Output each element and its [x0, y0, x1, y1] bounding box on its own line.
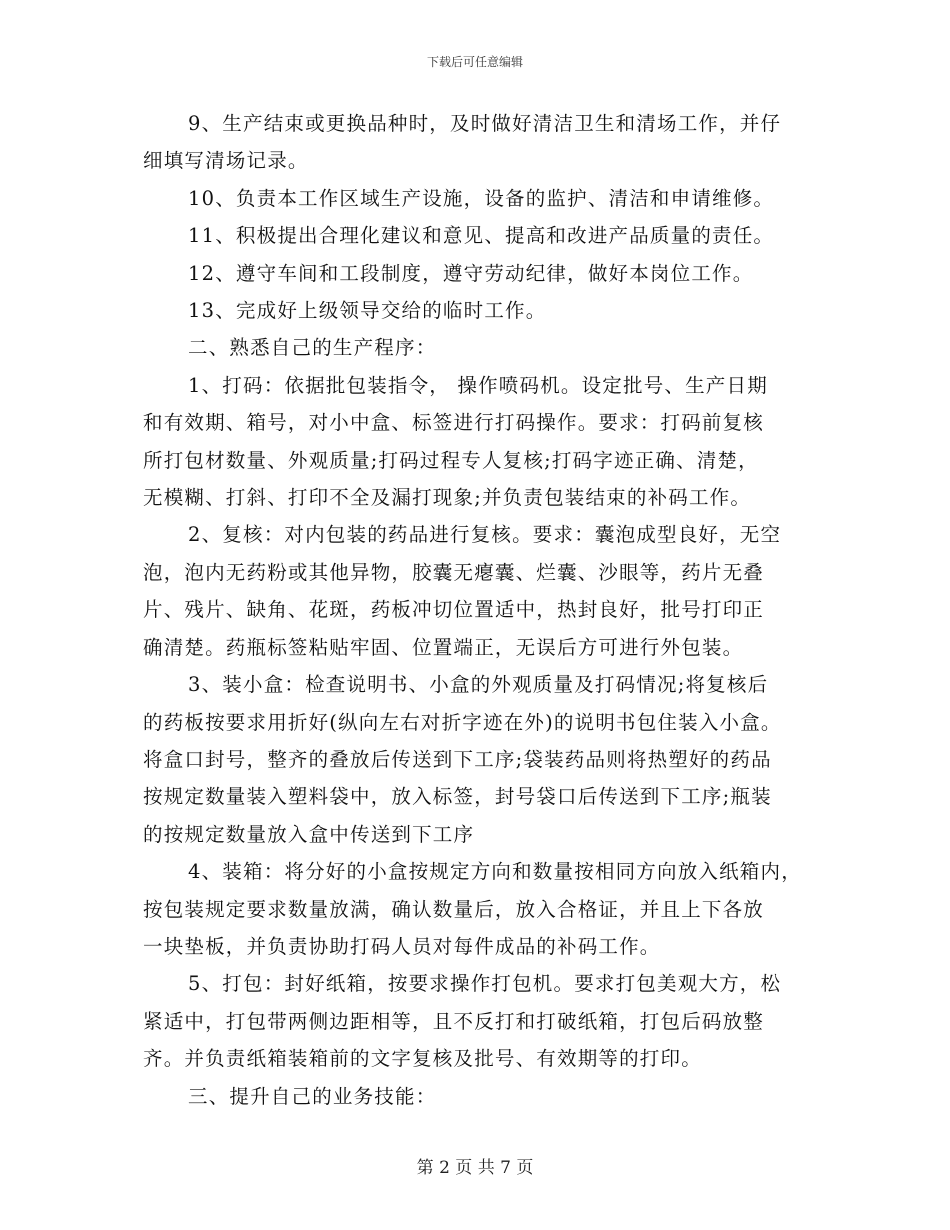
body-line: 5、打包：封好纸箱，按要求操作打包机。要求打包美观大方，松: [188, 972, 782, 996]
body-line: 一块垫板，并负责协助打码人员对每件成品的补码工作。: [143, 934, 661, 958]
body-line: 4、装箱：将分好的小盒按规定方向和数量按相同方向放入纸箱内，: [188, 860, 802, 884]
body-line: 按规定数量装入塑料袋中，放入标签，封号袋口后传送到下工序;瓶装: [143, 785, 772, 809]
body-line: 确清楚。药瓶标签粘贴牢固、位置端正，无误后方可进行外包装。: [143, 635, 744, 659]
body-line: 紧适中，打包带两侧边距相等，且不反打和打破纸箱，打包后码放整: [143, 1009, 765, 1033]
body-line: 细填写清场记录。: [143, 149, 309, 173]
body-line: 12、遵守车间和工段制度，遵守劳动纪律，做好本岗位工作。: [188, 261, 754, 285]
body-line: 按包装规定要求数量放满，确认数量后，放入合格证，并且上下各放: [143, 897, 765, 921]
body-line: 所打包材数量、外观质量;打码过程专人复核;打码字迹正确、清楚，: [143, 448, 759, 472]
body-line: 3、装小盒：检查说明书、小盒的外观质量及打码情况;将复核后: [188, 673, 769, 697]
body-line: 的按规定数量放入盒中传送到下工序: [143, 822, 475, 846]
body-line: 的药板按要求用折好(纵向左右对折字迹在外)的说明书包住装入小盒。: [143, 710, 782, 734]
document-body: [143, 105, 823, 1115]
section-heading: 二、熟悉自己的生产程序：: [188, 336, 437, 360]
body-line: 9、生产结束或更换品种时，及时做好清洁卫生和清场工作，并仔: [188, 112, 782, 135]
page-header: 下载后可任意编辑: [426, 55, 523, 69]
body-line: 无模糊、打斜、打印不全及漏打现象;并负责包装结束的补码工作。: [143, 486, 752, 510]
section-heading: 三、提升自己的业务技能：: [188, 1084, 437, 1108]
body-line: 10、负责本工作区域生产设施，设备的监护、清洁和申请维修。: [188, 186, 775, 210]
body-line: 11、积极提出合理化建议和意见、提高和改进产品质量的责任。: [188, 224, 775, 248]
body-line: 泡，泡内无药粉或其他异物，胶囊无瘪囊、烂囊、沙眼等，药片无叠: [143, 560, 765, 584]
body-line: 1、打码：依据批包装指令， 操作喷码机。设定批号、生产日期: [188, 373, 768, 397]
body-line: 将盒口封号，整齐的叠放后传送到下工序;袋装药品则将热塑好的药品: [143, 747, 772, 771]
body-line: 和有效期、箱号，对小中盒、标签进行打码操作。要求：打码前复核: [143, 411, 765, 435]
body-line: 齐。并负责纸箱装箱前的文字复核及批号、有效期等的打印。: [143, 1047, 702, 1071]
body-line: 2、复核：对内包装的药品进行复核。要求：囊泡成型良好，无空: [188, 523, 782, 547]
body-line: 13、完成好上级领导交给的临时工作。: [188, 299, 547, 323]
body-line: 片、残片、缺角、花斑，药板冲切位置适中，热封良好，批号打印正: [143, 598, 765, 622]
page-footer: 第 2 页 共 7 页: [416, 1158, 534, 1178]
